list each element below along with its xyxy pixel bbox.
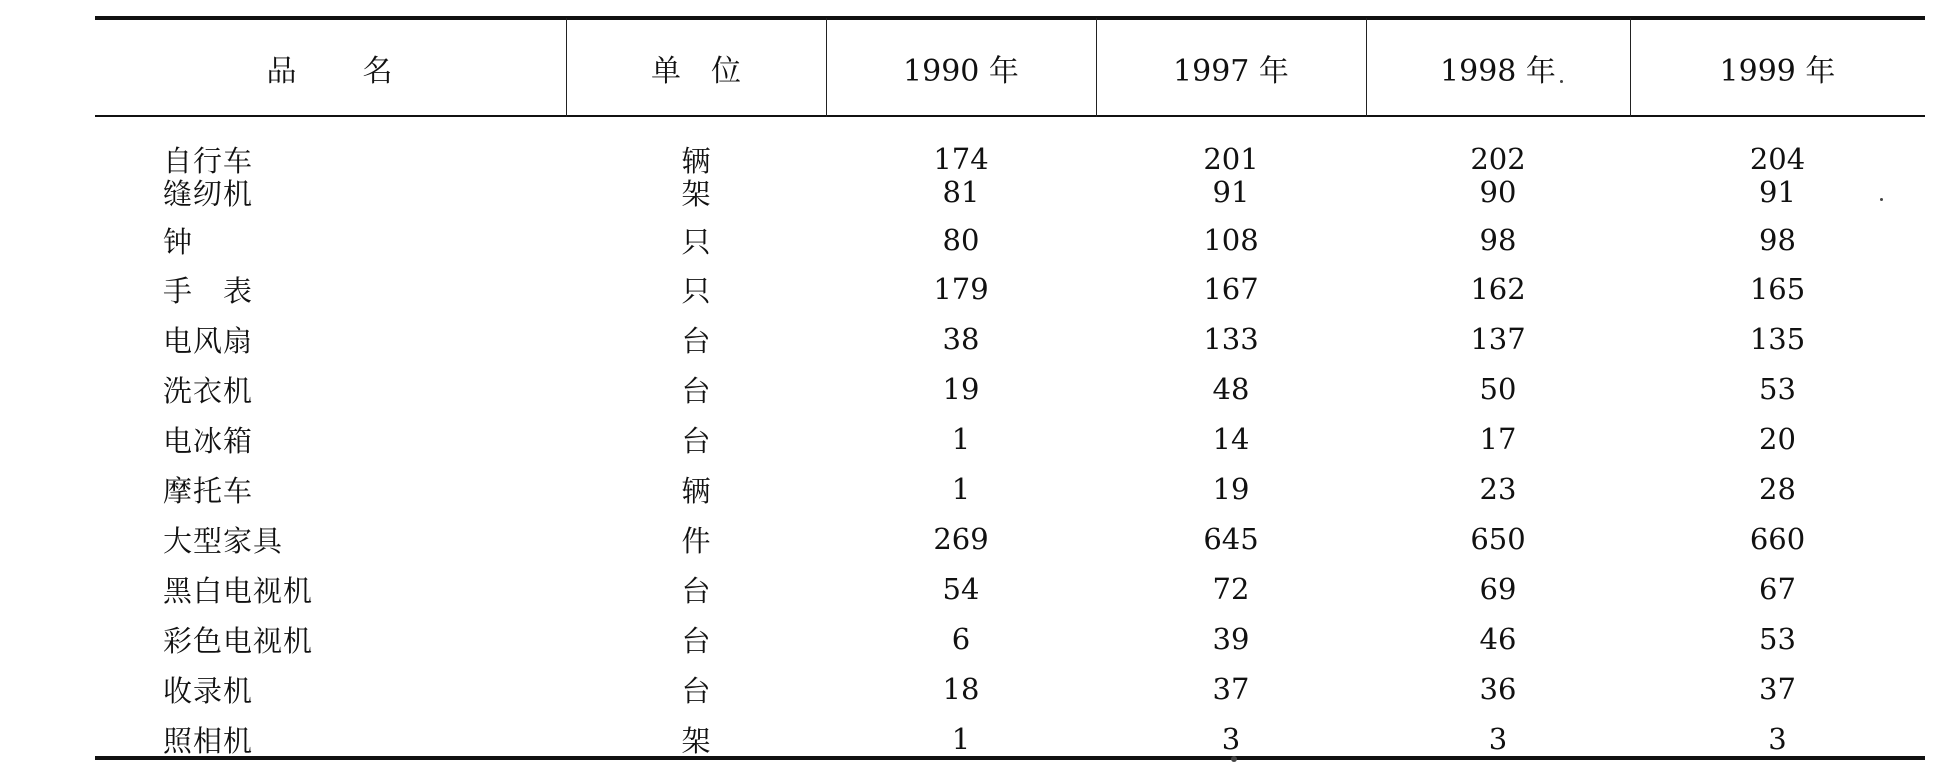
row-unit: 辆 (681, 143, 711, 178)
row-value-1997: 133 (1203, 322, 1259, 356)
row-unit: 只 (681, 273, 711, 308)
table-row (0, 566, 1960, 612)
row-item-name: 钟 (163, 224, 194, 259)
row-item-name: 收录机 (163, 673, 254, 708)
row-item-name: 电冰箱 (163, 423, 254, 458)
row-unit: 架 (681, 723, 711, 758)
row-value-1999: 135 (1749, 322, 1806, 356)
row-item-name: 彩色电视机 (163, 623, 314, 658)
row-value-1997: 37 (1212, 672, 1250, 706)
row-value-1997: 91 (1212, 175, 1250, 209)
row-item-name: 电风扇 (163, 323, 254, 358)
row-value-1998: 90 (1479, 175, 1517, 209)
row-value-1998: 69 (1479, 572, 1517, 606)
row-value-1999: 53 (1759, 372, 1796, 406)
row-value-1999: 3 (1768, 722, 1787, 756)
row-value-1999: 204 (1749, 142, 1806, 176)
row-value-1990: 19 (942, 372, 980, 406)
row-unit: 架 (681, 176, 711, 211)
row-item-name: 洗衣机 (163, 373, 254, 408)
row-value-1999: 20 (1759, 422, 1796, 456)
row-value-1997: 48 (1212, 372, 1250, 406)
scan-speck (1231, 756, 1237, 762)
row-item-name: 黑白电视机 (163, 573, 314, 608)
row-unit: 只 (681, 224, 711, 259)
row-unit: 台 (681, 423, 711, 458)
row-value-1990: 38 (942, 322, 980, 356)
row-item-name: 照相机 (163, 723, 254, 758)
row-value-1999: 53 (1759, 622, 1796, 656)
row-value-1990: 81 (942, 175, 980, 209)
row-unit: 台 (681, 623, 711, 658)
row-value-1998: 137 (1470, 322, 1526, 356)
row-value-1998: 162 (1470, 272, 1526, 306)
row-value-1998: 3 (1488, 722, 1508, 756)
row-value-1998: 17 (1479, 422, 1517, 456)
row-value-1990: 269 (933, 522, 989, 556)
row-value-1998: 50 (1479, 372, 1517, 406)
row-value-1997: 201 (1203, 142, 1259, 176)
row-unit: 台 (681, 323, 711, 358)
row-value-1990: 18 (942, 672, 980, 706)
row-value-1999: 67 (1759, 572, 1796, 606)
row-item-name: 自行车 (163, 143, 254, 178)
table-row (0, 366, 1960, 412)
row-value-1997: 14 (1212, 422, 1250, 456)
header-year-1990: 1990 年 (903, 53, 1019, 89)
table-row (0, 666, 1960, 712)
row-unit: 台 (681, 373, 711, 408)
row-value-1997: 3 (1221, 722, 1241, 756)
table-row (0, 616, 1960, 662)
row-value-1997: 19 (1212, 472, 1250, 506)
row-value-1999: 165 (1749, 272, 1806, 306)
row-item-name: 缝纫机 (163, 176, 254, 211)
row-value-1999: 91 (1759, 175, 1796, 209)
table-row (0, 416, 1960, 462)
row-value-1990: 174 (933, 142, 989, 176)
row-value-1990: 80 (942, 223, 980, 257)
row-unit: 台 (681, 673, 711, 708)
row-value-1999: 28 (1759, 472, 1796, 506)
row-value-1997: 167 (1203, 272, 1259, 306)
row-value-1997: 72 (1212, 572, 1250, 606)
row-value-1990: 1 (951, 472, 971, 506)
scan-speck (1560, 80, 1563, 83)
row-value-1998: 46 (1479, 622, 1517, 656)
row-value-1990: 54 (942, 572, 980, 606)
row-value-1998: 36 (1479, 672, 1517, 706)
row-item-name: 摩托车 (163, 473, 254, 508)
row-value-1997: 108 (1203, 223, 1259, 257)
row-unit: 台 (681, 573, 711, 608)
header-item-name: 品 名 (266, 53, 395, 89)
table-row (0, 169, 1960, 215)
row-value-1998: 202 (1470, 142, 1526, 176)
header-year-1999: 1999 年 (1719, 53, 1836, 89)
row-value-1990: 1 (951, 722, 971, 756)
header-year-1998: 1998 年 (1440, 53, 1556, 89)
header-year-1997: 1997 年 (1173, 53, 1289, 89)
table-row (0, 716, 1960, 762)
row-unit: 件 (681, 523, 711, 558)
row-value-1990: 6 (951, 622, 971, 656)
row-value-1997: 645 (1203, 522, 1259, 556)
table-row (0, 466, 1960, 512)
row-value-1990: 1 (951, 422, 971, 456)
row-value-1999: 37 (1759, 672, 1796, 706)
table-row (0, 516, 1960, 562)
row-value-1999: 98 (1759, 223, 1796, 257)
row-value-1990: 179 (933, 272, 989, 306)
row-value-1998: 650 (1470, 522, 1526, 556)
row-value-1998: 98 (1479, 223, 1517, 257)
scan-speck (1880, 198, 1883, 201)
row-value-1999: 660 (1749, 522, 1806, 556)
row-value-1997: 39 (1212, 622, 1250, 656)
row-item-name: 大型家具 (163, 523, 284, 558)
table-row (0, 266, 1960, 312)
row-item-name: 手 表 (163, 273, 254, 308)
row-unit: 辆 (681, 473, 711, 508)
table-row (0, 316, 1960, 362)
row-value-1998: 23 (1479, 472, 1517, 506)
table-row (0, 217, 1960, 263)
header-unit: 单 位 (651, 53, 741, 89)
